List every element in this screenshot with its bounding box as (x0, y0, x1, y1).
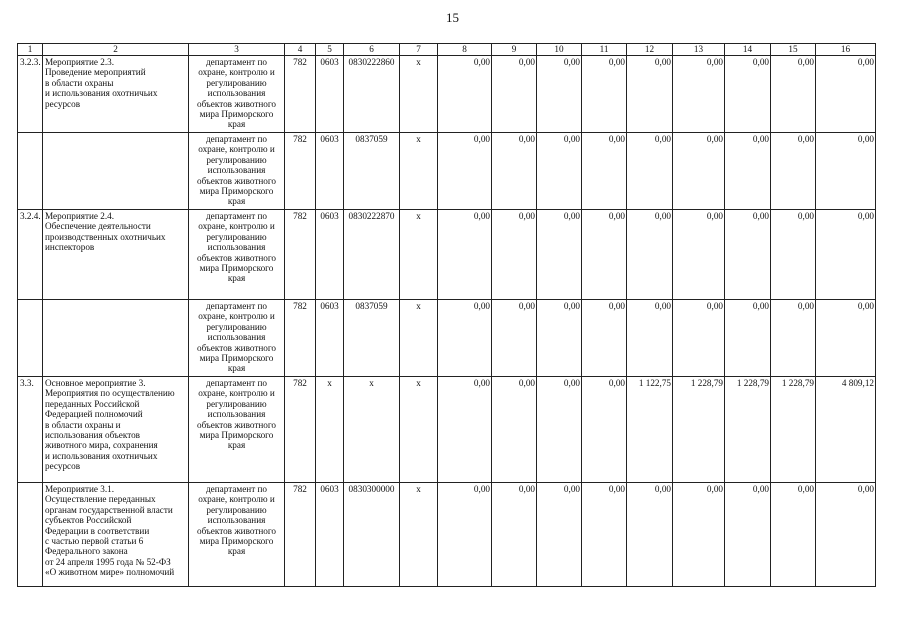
amount-cell: 1 228,79 (673, 377, 725, 483)
code-col-7: x (400, 210, 438, 300)
code-col-4: 782 (285, 56, 316, 133)
amount-cell: 0,00 (438, 483, 492, 587)
column-header: 4 (285, 44, 316, 56)
code-col-5: 0603 (316, 483, 344, 587)
activity-name: Мероприятие 2.4. Обеспечение деятельности производственных охотничьих инспекторов (43, 210, 189, 300)
amount-cell: 0,00 (582, 133, 627, 210)
row-number: 3.2.3. (18, 56, 43, 133)
column-header: 7 (400, 44, 438, 56)
amount-cell: 0,00 (438, 133, 492, 210)
amount-cell: 0,00 (627, 210, 673, 300)
amount-cell: 0,00 (537, 483, 582, 587)
code-col-7: x (400, 56, 438, 133)
code-col-6: 0837059 (344, 300, 400, 377)
amount-cell: 0,00 (627, 483, 673, 587)
code-col-5: x (316, 377, 344, 483)
amount-cell: 0,00 (492, 300, 537, 377)
department: департамент по охране, контролю и регулированию использования объектов животного мира Приморского края (189, 377, 285, 483)
code-col-7: x (400, 377, 438, 483)
column-header: 12 (627, 44, 673, 56)
code-col-6: 0830300000 (344, 483, 400, 587)
column-header: 1 (18, 44, 43, 56)
column-header: 16 (816, 44, 876, 56)
amount-cell: 0,00 (492, 133, 537, 210)
page-number: 15 (446, 10, 459, 25)
amount-cell: 0,00 (771, 210, 816, 300)
amount-cell: 0,00 (673, 300, 725, 377)
header-row (18, 44, 876, 56)
amount-cell: 0,00 (673, 56, 725, 133)
activity-name: Мероприятие 3.1. Осуществление переданных органам государственной власти субъектов Российской Федерации в соответствии с частью первой статьи 6 Федерального закона от 24 апреля 1995 года № 52-ФЗ «О животном мире» полномочий (43, 483, 189, 587)
column-header: 2 (43, 44, 189, 56)
code-col-4: 782 (285, 133, 316, 210)
row-number (18, 133, 43, 210)
amount-cell: 0,00 (771, 300, 816, 377)
activity-name (43, 133, 189, 210)
code-col-6: 0830222860 (344, 56, 400, 133)
department: департамент по охране, контролю и регулированию использования объектов животного мира Приморского края (189, 56, 285, 133)
department: департамент по охране, контролю и регулированию использования объектов животного мира Приморского края (189, 133, 285, 210)
code-col-6: x (344, 377, 400, 483)
amount-cell: 0,00 (537, 210, 582, 300)
department: департамент по охране, контролю и регулированию использования объектов животного мира Приморского края (189, 210, 285, 300)
column-header: 9 (492, 44, 537, 56)
amount-cell: 0,00 (771, 56, 816, 133)
amount-cell: 0,00 (673, 210, 725, 300)
code-col-4: 782 (285, 210, 316, 300)
column-header: 15 (771, 44, 816, 56)
column-header: 3 (189, 44, 285, 56)
table-row (18, 483, 876, 587)
amount-cell: 0,00 (725, 210, 771, 300)
department: департамент по охране, контролю и регулированию использования объектов животного мира Приморского края (189, 483, 285, 587)
amount-cell: 0,00 (771, 133, 816, 210)
amount-cell: 1 122,75 (627, 377, 673, 483)
code-col-4: 782 (285, 483, 316, 587)
amount-cell: 0,00 (492, 377, 537, 483)
code-col-5: 0603 (316, 210, 344, 300)
code-col-5: 0603 (316, 300, 344, 377)
code-col-7: x (400, 300, 438, 377)
amount-cell: 0,00 (725, 483, 771, 587)
code-col-6: 0830222870 (344, 210, 400, 300)
column-header: 14 (725, 44, 771, 56)
table-row (18, 210, 876, 300)
amount-cell: 0,00 (725, 56, 771, 133)
amount-cell: 0,00 (627, 300, 673, 377)
amount-cell: 0,00 (816, 133, 876, 210)
code-col-4: 782 (285, 377, 316, 483)
column-header: 11 (582, 44, 627, 56)
amount-cell: 0,00 (816, 300, 876, 377)
amount-cell: 0,00 (725, 300, 771, 377)
budget-table (17, 43, 876, 587)
column-header: 6 (344, 44, 400, 56)
amount-cell: 0,00 (582, 56, 627, 133)
code-col-5: 0603 (316, 56, 344, 133)
code-col-5: 0603 (316, 133, 344, 210)
amount-cell: 0,00 (582, 300, 627, 377)
column-header: 13 (673, 44, 725, 56)
row-number: 3.3. (18, 377, 43, 483)
table-row (18, 56, 876, 133)
amount-cell: 0,00 (537, 133, 582, 210)
department: департамент по охране, контролю и регулированию использования объектов животного мира Приморского края (189, 300, 285, 377)
row-number (18, 300, 43, 377)
amount-cell: 0,00 (438, 210, 492, 300)
amount-cell: 0,00 (537, 56, 582, 133)
amount-cell: 0,00 (537, 300, 582, 377)
amount-cell: 0,00 (582, 210, 627, 300)
amount-cell: 0,00 (438, 56, 492, 133)
amount-cell: 0,00 (771, 483, 816, 587)
amount-cell: 0,00 (816, 483, 876, 587)
column-header: 8 (438, 44, 492, 56)
amount-cell: 0,00 (816, 210, 876, 300)
table-row (18, 300, 876, 377)
amount-cell: 0,00 (492, 210, 537, 300)
amount-cell: 0,00 (438, 377, 492, 483)
amount-cell: 4 809,12 (816, 377, 876, 483)
amount-cell: 0,00 (673, 483, 725, 587)
column-header: 5 (316, 44, 344, 56)
amount-cell: 0,00 (537, 377, 582, 483)
amount-cell: 0,00 (582, 483, 627, 587)
table-row (18, 377, 876, 483)
amount-cell: 0,00 (627, 56, 673, 133)
code-col-7: x (400, 133, 438, 210)
row-number: 3.2.4. (18, 210, 43, 300)
table-row (18, 133, 876, 210)
amount-cell: 0,00 (492, 56, 537, 133)
code-col-7: x (400, 483, 438, 587)
amount-cell: 0,00 (627, 133, 673, 210)
amount-cell: 1 228,79 (771, 377, 816, 483)
column-header: 10 (537, 44, 582, 56)
code-col-6: 0837059 (344, 133, 400, 210)
amount-cell: 1 228,79 (725, 377, 771, 483)
amount-cell: 0,00 (673, 133, 725, 210)
activity-name (43, 300, 189, 377)
amount-cell: 0,00 (816, 56, 876, 133)
row-number (18, 483, 43, 587)
activity-name: Основное мероприятие 3. Мероприятия по осуществлению переданных Российской Федерацией полномочий в области охраны и использования объектов животного мира, сохранения и использования охотничьих ресурсов (43, 377, 189, 483)
code-col-4: 782 (285, 300, 316, 377)
amount-cell: 0,00 (492, 483, 537, 587)
amount-cell: 0,00 (438, 300, 492, 377)
amount-cell: 0,00 (582, 377, 627, 483)
amount-cell: 0,00 (725, 133, 771, 210)
activity-name: Мероприятие 2.3. Проведение мероприятий в области охраны и использования охотничьих ресурсов (43, 56, 189, 133)
